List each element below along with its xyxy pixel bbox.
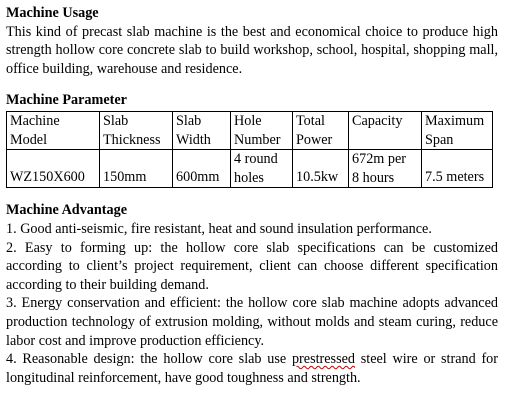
header-cell-power: Total Power [293,111,349,149]
machine-parameter-heading: Machine Parameter [6,92,127,109]
header-cell-span: Maximum Span [422,111,493,149]
machine-usage-heading: Machine Usage [6,5,99,21]
cell-span: 7.5 meters [422,150,493,188]
spacer [6,188,498,201]
cell-model: WZ150X600 [7,150,100,188]
spacer [6,78,498,91]
document-page [6,4,498,387]
machine-usage-text: This kind of precast slab machine is the best and economical choice to produce high strength hollow core concrete slab to build workshop, school, hospital, shopping mall, office building, warehouse and residence. [6,23,498,77]
machine-advantage-heading: Machine Advantage [6,202,127,219]
cell-holes: 4 round holes [231,150,293,188]
advantage-item-2: 2. Easy to forming up: the hollow core slab specifications can be customized according to client’s project requirement, client can choose different specification according to their building demand. [6,239,498,293]
spellcheck-word: prestressed [291,351,355,368]
advantage-item-3: 3. Energy conservation and efficient: the hollow core slab machine adopts advanced production technology of extrusion molding, without molds and steam curing, reduce labor cost and improve production efficiency. [6,295,498,349]
cell-width: 600mm [173,150,231,188]
table-header-row [7,111,493,149]
header-cell-thickness: Slab Thickness [100,111,173,149]
table-row [7,150,493,188]
advantage-item-4: 4. Reasonable design: the hollow core slab use prestressed steel wire or strand for longitudinal reinforcement, have good toughness and strength. [6,351,498,386]
cell-thickness: 150mm [100,150,173,188]
advantage-item-1: 1. Good anti-seismic, fire resistant, heat and sound insulation performance. [6,220,432,237]
header-cell-hole-number: Hole Number [231,111,293,149]
header-cell-model: Machine Model [7,111,100,149]
cell-capacity: 672m per 8 hours [349,150,422,188]
header-cell-capacity: Capacity [349,111,422,149]
parameter-table [6,111,493,188]
cell-power: 10.5kw [293,150,349,188]
header-cell-width: Slab Width [173,111,231,149]
